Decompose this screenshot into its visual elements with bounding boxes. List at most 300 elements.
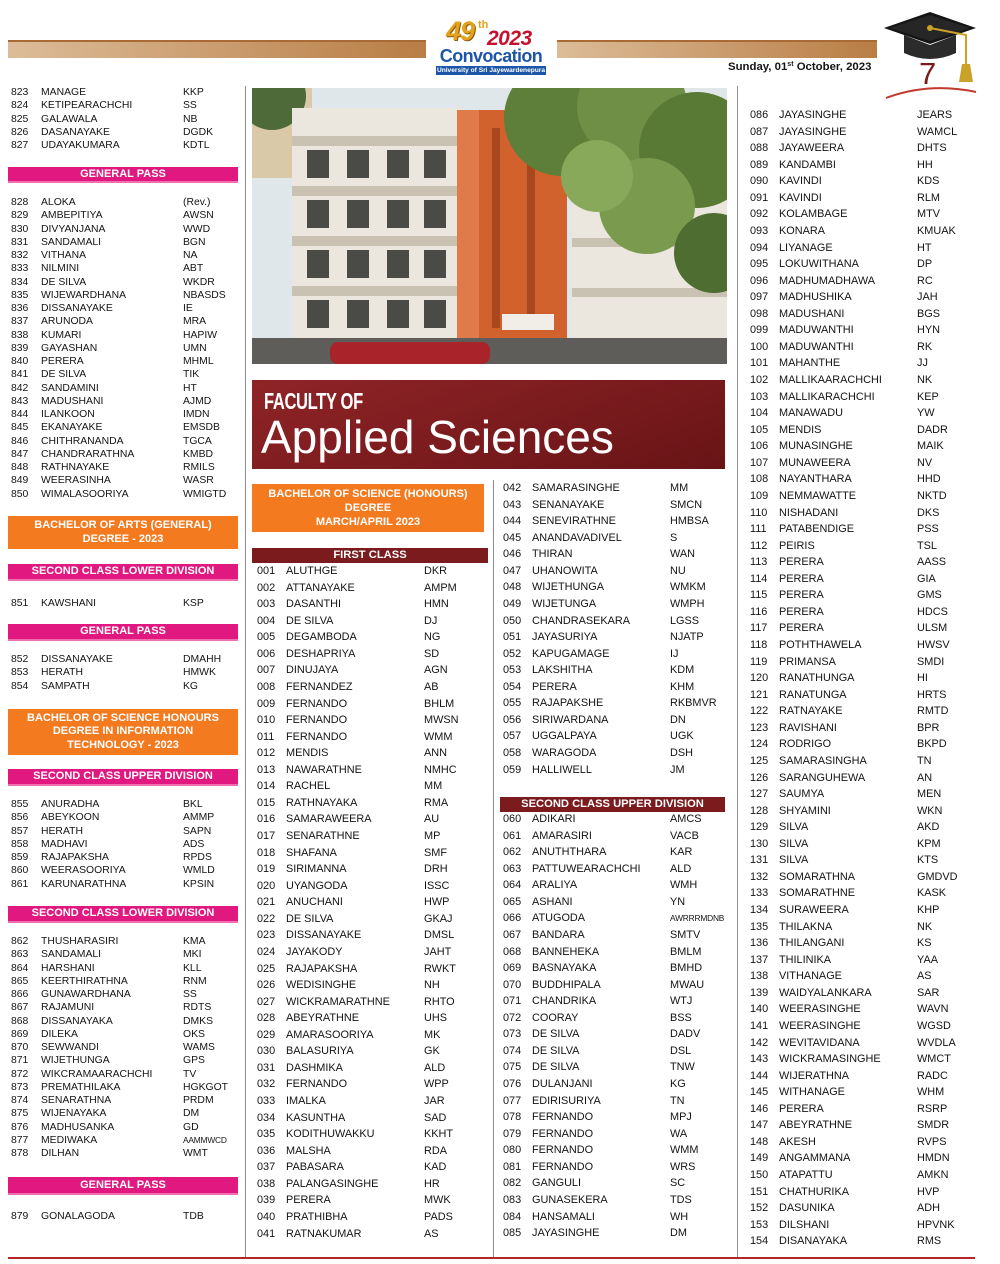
graduate-number: 044 [503, 515, 522, 528]
graduate-number: 079 [503, 1127, 522, 1140]
graduate-number: 008 [257, 680, 276, 693]
graduate-initials: SMDR [917, 1119, 950, 1132]
graduate-number: 148 [750, 1135, 769, 1148]
graduate-number: 871 [11, 1055, 29, 1067]
list-item [750, 256, 975, 273]
graduate-surname: FERNANDO [286, 697, 348, 710]
graduate-initials: MPJ [670, 1111, 692, 1124]
section-heading-general-pass: GENERAL PASS [8, 167, 238, 183]
graduate-number: 051 [503, 631, 522, 644]
graduate-initials: RADC [917, 1069, 948, 1082]
list-item [11, 988, 238, 1001]
list-item [11, 1068, 238, 1081]
list-item [503, 1225, 728, 1242]
list-item [750, 273, 975, 290]
graduate-surname: KAPUGAMAGE [532, 647, 610, 660]
list-item [503, 1142, 728, 1159]
graduate-surname: CHANDRASEKARA [532, 614, 631, 627]
graduate-initials: KEP [917, 390, 939, 403]
graduate-initials: MTV [917, 208, 940, 221]
graduate-initials: HMWK [183, 667, 216, 679]
graduate-surname: MADUWANTHI [779, 340, 854, 353]
graduate-surname: HALLIWELL [532, 763, 592, 776]
graduate-initials: JAR [424, 1095, 445, 1107]
graduate-surname: ATAPATTU [779, 1169, 833, 1181]
list-item [750, 703, 975, 720]
degree-heading-line: DEGREE [344, 502, 392, 514]
graduate-number: 111 [750, 523, 767, 536]
graduate-surname: BANDARA [532, 928, 585, 941]
graduate-surname: PERERA [779, 622, 824, 635]
graduate-number: 049 [503, 597, 522, 610]
graduate-initials: HDCS [917, 605, 948, 618]
graduate-initials: SMTV [670, 928, 701, 941]
graduate-surname: DILEKA [41, 1028, 78, 1040]
list-item [750, 1117, 975, 1134]
graduate-number: 047 [503, 564, 522, 577]
graduate-surname: AMARASOORIYA [286, 1028, 374, 1041]
graduate-surname: WEDISINGHE [286, 979, 357, 992]
graduate-number: 139 [750, 986, 769, 999]
graduate-number: 116 [750, 605, 768, 618]
graduate-number: 834 [11, 276, 29, 288]
graduate-initials: AKD [917, 821, 940, 834]
graduate-initials: BPR [917, 721, 940, 734]
graduate-initials: ALD [424, 1061, 446, 1074]
list-item [257, 1176, 482, 1193]
graduate-surname: DILSHANI [779, 1218, 830, 1231]
list-item [750, 687, 975, 704]
graduate-surname: UYANGODA [286, 879, 348, 892]
list-item [11, 798, 238, 811]
graduate-number: 070 [503, 978, 522, 991]
list-item [11, 276, 238, 289]
list-item [11, 838, 238, 851]
graduate-number: 874 [11, 1095, 29, 1106]
graduate-initials: HT [917, 241, 932, 254]
graduate-number: 013 [257, 763, 276, 776]
list-item [503, 927, 728, 944]
graduate-initials: AWSN [183, 210, 214, 222]
graduate-initials: DM [183, 1108, 200, 1120]
graduate-surname: DULANJANI [532, 1078, 593, 1090]
graduate-number: 143 [750, 1053, 769, 1066]
graduate-number: 847 [11, 448, 29, 460]
graduate-number: 055 [503, 697, 522, 710]
graduate-initials: RNM [183, 975, 207, 987]
list-item [11, 1121, 238, 1134]
graduate-number: 062 [503, 846, 522, 859]
graduate-surname: MAHANTHE [779, 357, 841, 370]
list-item [503, 497, 728, 514]
degree-heading-line: BACHELOR OF SCIENCE (HONOURS) [268, 488, 468, 500]
graduate-number: 858 [11, 838, 29, 850]
graduate-surname: SILVA [779, 821, 809, 834]
graduate-initials: WWD [183, 223, 211, 235]
graduate-surname: MADHAVI [41, 838, 88, 850]
graduate-number: 833 [11, 263, 29, 275]
graduate-surname: DASANTHI [286, 598, 342, 611]
graduate-number: 076 [503, 1078, 522, 1090]
graduate-initials: KHP [917, 904, 940, 916]
graduate-surname: GAYASHAN [41, 342, 98, 354]
graduate-number: 838 [11, 329, 29, 341]
graduate-initials: HWSV [917, 639, 950, 651]
list-item [503, 1093, 728, 1110]
list-item [503, 745, 728, 762]
list-item [750, 322, 975, 339]
graduate-number: 071 [503, 995, 522, 1008]
graduate-surname: FERNANDO [532, 1111, 594, 1124]
graduate-surname: FERNANDO [286, 1078, 348, 1091]
graduate-initials: KMA [183, 936, 206, 947]
graduate-initials: GMDVD [917, 870, 958, 883]
graduate-surname: MANAGE [41, 87, 87, 98]
graduate-surname: THILINIKA [779, 953, 832, 966]
graduate-initials: BGS [917, 307, 940, 320]
list-item [11, 368, 238, 381]
graduate-number: 131 [750, 854, 769, 867]
list-item [750, 852, 975, 869]
graduate-surname: JAYASINGHE [532, 1227, 600, 1240]
graduate-surname: KAVINDI [779, 191, 822, 204]
graduate-number: 003 [257, 598, 276, 611]
list-item [750, 803, 975, 820]
graduate-initials: WGSD [917, 1019, 951, 1032]
list-item [750, 1035, 975, 1052]
graduate-number: 830 [11, 223, 29, 235]
graduate-surname: PABASARA [286, 1161, 344, 1174]
graduate-number: 073 [503, 1028, 522, 1041]
list-item [257, 613, 482, 630]
graduate-surname: DISSANAYAKE [41, 654, 113, 665]
list-item [257, 894, 482, 911]
graduate-initials: KS [917, 937, 932, 950]
list-item [750, 306, 975, 323]
graduate-number: 040 [257, 1210, 276, 1223]
graduate-initials: JM [670, 763, 685, 776]
graduate-initials: MP [424, 830, 441, 842]
list-item [11, 435, 238, 448]
list-item [257, 1110, 482, 1127]
graduate-initials: RMTD [917, 705, 949, 718]
graduate-initials: RVPS [917, 1135, 947, 1148]
page-number: 7 [919, 56, 937, 91]
graduate-surname: JAYASURIYA [532, 631, 598, 644]
graduate-number: 153 [750, 1218, 769, 1231]
graduate-number: 121 [750, 688, 769, 701]
graduate-surname: HARSHANI [41, 962, 95, 974]
graduate-initials: SMDI [917, 655, 945, 668]
list-item [11, 113, 238, 126]
list-item [11, 209, 238, 222]
graduate-number: 058 [503, 747, 522, 759]
list-item [257, 696, 482, 713]
graduate-surname: IMALKA [286, 1095, 326, 1107]
graduate-number: 103 [750, 390, 769, 403]
list-item [257, 878, 482, 895]
graduate-surname: SANDAMINI [41, 382, 99, 394]
list-item [257, 778, 482, 795]
section-heading-first-class: FIRST CLASS [252, 548, 488, 563]
section-heading-second-class-lower: SECOND CLASS LOWER DIVISION [8, 564, 238, 581]
list-item [503, 1209, 728, 1226]
graduate-surname: WEERASINGHE [779, 1003, 861, 1016]
graduate-number: 831 [11, 236, 29, 248]
graduate-surname: RAJAPAKSHA [286, 962, 358, 975]
graduate-initials: KHM [670, 680, 695, 693]
graduate-list [257, 563, 482, 1242]
graduate-number: 012 [257, 747, 276, 760]
graduate-surname: NEMMAWATTE [779, 489, 857, 502]
list-item [257, 1043, 482, 1060]
graduate-surname: RODRIGO [779, 738, 832, 751]
graduate-number: 030 [257, 1045, 276, 1058]
graduate-number: 054 [503, 680, 522, 693]
graduate-number: 137 [750, 953, 769, 966]
graduate-number: 068 [503, 945, 522, 958]
list-item [750, 355, 975, 372]
graduate-surname: DISSANAYAKE [286, 929, 362, 942]
list-item [257, 911, 482, 928]
graduate-surname: RATNAYAKE [779, 705, 843, 718]
graduate-number: 151 [750, 1185, 769, 1198]
graduate-number: 035 [257, 1128, 276, 1141]
list-item [257, 1159, 482, 1176]
graduate-initials: MK [424, 1028, 441, 1041]
graduate-number: 061 [503, 829, 522, 842]
graduate-initials: HMDN [917, 1152, 950, 1165]
list-item [503, 646, 728, 663]
graduate-initials: KMUAK [917, 224, 956, 237]
graduate-number: 032 [257, 1078, 276, 1091]
degree-heading-line: MARCH/APRIL 2023 [315, 516, 421, 528]
graduate-number: 050 [503, 614, 522, 627]
graduate-initials: DRH [424, 863, 448, 876]
graduate-initials: HVP [917, 1185, 940, 1198]
graduate-initials: HPVNK [917, 1218, 955, 1231]
graduate-initials: DSH [670, 747, 693, 759]
list-item [11, 1147, 238, 1160]
graduate-initials: WMCT [917, 1053, 951, 1066]
graduate-number: 877 [11, 1134, 29, 1146]
graduate-number: 097 [750, 291, 769, 304]
graduate-surname: THUSHARASIRI [41, 936, 119, 947]
graduate-initials: MRA [183, 316, 207, 328]
list-item [750, 604, 975, 621]
graduate-initials: PADS [424, 1210, 453, 1223]
graduate-surname: JAYAKODY [286, 945, 343, 958]
date-prefix: Sunday, 01 [728, 61, 788, 73]
list-item [750, 786, 975, 803]
graduate-initials: SS [183, 100, 197, 112]
graduate-number: 004 [257, 614, 276, 627]
list-item [257, 1027, 482, 1044]
list-item [503, 910, 728, 927]
graduate-number: 107 [750, 456, 769, 469]
graduate-initials: NK [917, 374, 933, 386]
graduate-initials: WAMS [183, 1042, 215, 1053]
list-item [750, 1018, 975, 1035]
list-item [503, 828, 728, 845]
graduate-surname: RAJAPAKSHA [41, 852, 109, 863]
graduate-surname: DASUNIKA [779, 1202, 835, 1215]
graduate-initials: AMMP [183, 812, 215, 824]
list-item [11, 421, 238, 434]
graduate-number: 104 [750, 407, 769, 420]
graduate-number: 096 [750, 274, 769, 287]
graduate-number: 015 [257, 796, 276, 809]
graduate-surname: BALASURIYA [286, 1045, 354, 1058]
graduate-number: 084 [503, 1210, 522, 1223]
graduate-initials: TDS [670, 1193, 692, 1206]
graduate-surname: MADHUMADHAWA [779, 274, 875, 287]
graduate-surname: ABEYKOON [41, 812, 100, 824]
list-item [750, 753, 975, 770]
list-item [503, 1159, 728, 1176]
graduate-initials: AMCS [670, 813, 702, 825]
graduate-surname: WICKRAMARATHNE [286, 995, 390, 1008]
list-item [257, 1143, 482, 1160]
graduate-number: 841 [11, 369, 29, 381]
graduate-number: 041 [257, 1227, 276, 1240]
graduate-number: 067 [503, 928, 522, 941]
list-item [750, 240, 975, 257]
list-item [503, 480, 728, 497]
list-item [11, 249, 238, 262]
list-item [11, 948, 238, 961]
graduate-surname: WEERASINGHE [779, 1019, 861, 1032]
list-item [257, 745, 482, 762]
graduate-surname: KASUNTHA [286, 1111, 346, 1124]
list-item [750, 587, 975, 604]
graduate-initials: DMKS [183, 1015, 214, 1027]
graduate-surname: SANDAMALI [41, 949, 102, 961]
graduate-surname: MENDIS [286, 747, 329, 760]
graduate-surname: ANGAMMANA [779, 1152, 851, 1165]
graduate-initials: WH [670, 1210, 689, 1223]
list-item [11, 86, 238, 99]
graduate-number: 825 [11, 113, 29, 125]
graduate-initials: AWRRRMDNB [670, 913, 725, 924]
list-item [750, 637, 975, 654]
graduate-initials: BSS [670, 1011, 692, 1024]
graduate-initials: TV [183, 1068, 197, 1080]
graduate-number: 861 [11, 878, 29, 890]
graduate-number: 113 [750, 556, 768, 569]
graduate-initials: WMH [670, 879, 698, 892]
graduate-number: 135 [750, 920, 769, 933]
graduate-initials: NK [917, 920, 933, 933]
list-item [750, 455, 975, 472]
graduate-surname: ABEYRATHNE [779, 1119, 853, 1132]
logo-number: 49 [446, 16, 475, 46]
graduate-number: 865 [11, 975, 29, 987]
graduate-surname: ASHANI [532, 895, 573, 908]
list-item [11, 448, 238, 461]
graduate-surname: MUNASINGHE [779, 440, 853, 453]
graduate-initials: RMA [424, 796, 449, 809]
graduate-surname: JAYASINGHE [779, 109, 847, 121]
graduate-initials: TIK [183, 369, 200, 381]
graduate-surname: KONARA [779, 224, 825, 237]
graduate-number: 091 [750, 191, 769, 204]
list-item [257, 1226, 482, 1243]
graduate-initials: MEN [917, 788, 942, 801]
graduate-surname: AMBEPITIYA [41, 210, 103, 222]
graduate-number: 018 [257, 846, 276, 859]
graduate-initials: WMLD [183, 865, 215, 877]
degree-heading-line: DEGREE IN INFORMATION [52, 725, 194, 738]
graduate-initials: GK [424, 1045, 440, 1058]
graduate-initials: ADS [183, 838, 205, 850]
graduate-number: 108 [750, 473, 769, 486]
faculty-banner [252, 380, 725, 469]
graduate-initials: DMSL [424, 929, 455, 942]
graduate-number: 031 [257, 1061, 276, 1074]
graduate-number: 869 [11, 1028, 29, 1040]
graduate-surname: PRIMANSA [779, 655, 836, 668]
graduate-number: 090 [750, 175, 769, 188]
list-item [750, 736, 975, 753]
list-item [11, 99, 238, 112]
graduate-surname: ANUCHANI [286, 896, 343, 909]
graduate-surname: SHYAMINI [779, 804, 831, 817]
list-item [11, 382, 238, 395]
list-item [11, 139, 238, 152]
graduate-number: 138 [750, 970, 769, 983]
graduate-surname: ATUGODA [532, 912, 586, 925]
list-item [750, 885, 975, 902]
graduate-number: 856 [11, 812, 29, 824]
graduate-number: 835 [11, 289, 29, 301]
graduate-list [11, 653, 238, 693]
graduate-number: 852 [11, 654, 29, 665]
list-item [257, 646, 482, 663]
list-item [750, 107, 975, 124]
graduate-surname: MEDIWAKA [41, 1134, 98, 1146]
graduate-initials: HI [917, 672, 928, 685]
list-item [750, 1150, 975, 1167]
graduate-surname: WITHANAGE [779, 1086, 845, 1099]
list-item [750, 985, 975, 1002]
graduate-initials: WKDR [183, 276, 215, 288]
list-item [503, 695, 728, 712]
list-item [503, 1192, 728, 1209]
list-item [750, 1217, 975, 1234]
graduate-initials: TGCA [183, 435, 212, 447]
graduate-initials: KPM [917, 837, 941, 850]
graduate-number: 129 [750, 821, 769, 834]
graduate-number: 864 [11, 962, 29, 974]
graduate-number: 130 [750, 837, 769, 850]
graduate-number: 066 [503, 912, 522, 925]
graduate-initials: UGK [670, 730, 694, 743]
graduate-initials: IJ [670, 647, 679, 660]
graduate-number: 846 [11, 435, 29, 447]
graduate-initials: IMDN [183, 409, 210, 420]
graduate-surname: WIJEWARDHANA [41, 289, 127, 301]
graduate-number: 046 [503, 548, 522, 561]
graduate-initials: AU [424, 813, 440, 826]
graduate-number: 117 [750, 622, 768, 635]
graduate-initials: TDB [183, 1211, 204, 1222]
list-item [11, 461, 238, 474]
graduate-surname: LAKSHITHA [532, 664, 593, 677]
graduate-number: 118 [750, 639, 768, 651]
graduate-number: 011 [257, 730, 275, 743]
list-item [11, 408, 238, 421]
